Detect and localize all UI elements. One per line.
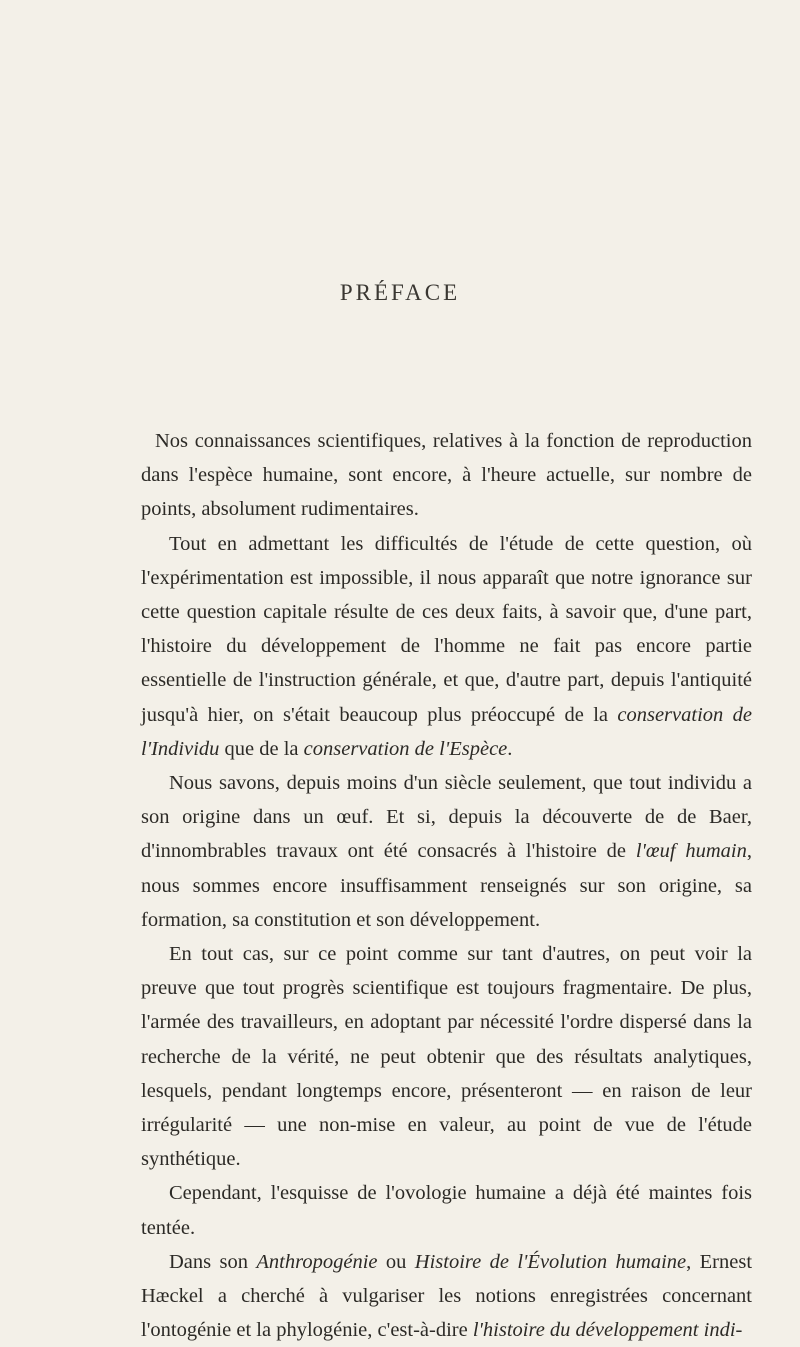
paragraph — [141, 1245, 752, 1347]
paragraph — [141, 937, 752, 1176]
text-run: Dans son — [169, 1250, 257, 1273]
text-run: Nos connaissances scientifiques, relatives à la fonction de reproduction dans l'espèce humaine, sont encore, à l'heure actuelle, sur nombre de points, absolument rudimentaires. — [141, 430, 752, 521]
text-run: Nous savons, depuis moins d'un siècle seulement, que tout individu a son origine dans un œuf. Et si, depuis la découverte de de Baer, d'innombrables travaux ont été consacrés à l'histoire de — [141, 772, 752, 863]
page-body — [141, 424, 752, 1347]
paragraph — [141, 766, 752, 937]
paragraph — [141, 424, 752, 527]
italic-text: Anthropogénie — [256, 1250, 378, 1273]
page-title: PRÉFACE — [339, 280, 461, 305]
text-run: En tout cas, sur ce point comme sur tant d'autres, on peut voir la preuve que tout progrès scientifique est toujours fragmentaire. De plus, l'armée des travailleurs, en adoptant par nécessité l'ordre dispersé dans la recherche de la vérité, ne peut obtenir que des résultats analytiques, lesquels, pendant longtemps encore, présenteront — en raison de leur irrégularité — une non-mise en valeur, au point de vue de l'étude synthétique. — [141, 943, 752, 1171]
italic-text: Histoire de l'Évolution humaine — [414, 1250, 687, 1273]
italic-text: conservation de l'Espèce — [303, 737, 508, 760]
text-run: , nous sommes encore insuffisamment renseignés sur son origine, sa formation, sa constitution et son développement. — [141, 840, 752, 931]
text-run: . — [507, 737, 513, 760]
text-run: Cependant, l'esquisse de l'ovologie humaine a déjà été maintes fois tentée. — [141, 1182, 752, 1239]
italic-text: conservation de l'Individu — [141, 703, 752, 760]
text-run: , Ernest Hæckel a cherché à vulgariser les notions enregistrées concernant l'ontogénie et la phylogénie, c'est-à-dire — [141, 1250, 753, 1342]
text-run: Tout en admettant les difficultés de l'étude de cette question, où l'expérimentation est impossible, il nous apparaît que notre ignorance sur cette question capitale résulte de ces deux faits, à savoir que, d'une part, l'histoire du développement de l'homme ne fait pas encore partie essentielle de l'instruction générale, et que, d'autre part, depuis l'antiquité jusqu'à hier, on s'était beaucoup plus préoccupé de la — [141, 532, 752, 726]
italic-text: l'œuf humain — [635, 840, 747, 863]
text-run: ou — [377, 1250, 415, 1273]
italic-text: l'histoire du développement indi- — [472, 1319, 743, 1342]
text-run: que de la — [219, 737, 304, 760]
paragraph — [141, 1176, 752, 1244]
paragraph — [141, 527, 752, 766]
